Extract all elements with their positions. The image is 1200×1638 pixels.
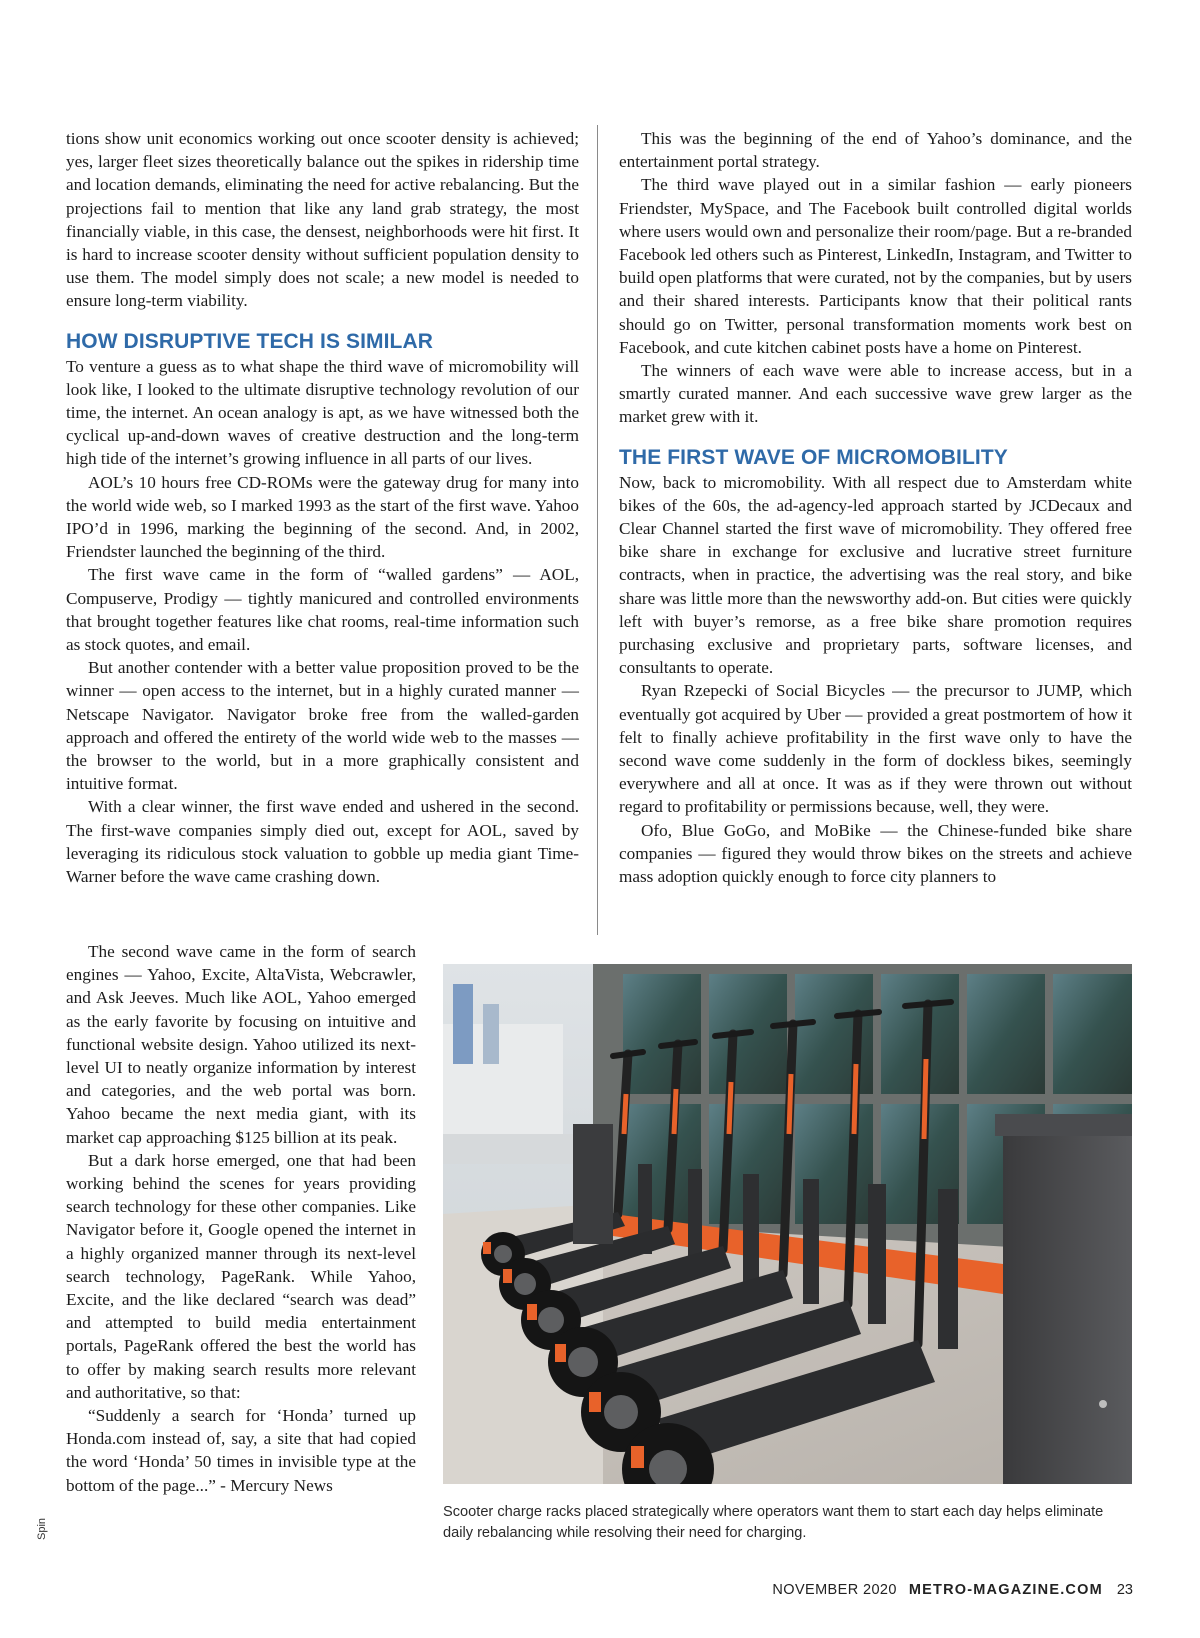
- body-paragraph: tions show unit economics working out once scooter density is achieved; yes, larger fleet sizes theoretically balance out the spikes in ridership time and location demands, eliminating the need for active rebalancing. But the projections fail to mention that like any land grab strategy, the most financially viable, in this case, the densest, neighborhoods were hit first. It is hard to increase scooter density without sufficient population density to use them. The model simply does not scale; a new model is needed to ensure long-term viability.: [66, 129, 579, 311]
- section-heading-first-wave: THE FIRST WAVE OF MICROMOBILITY: [619, 445, 1008, 469]
- body-paragraph: But a dark horse emerged, one that had been working behind the scenes for years providing search technology for these other companies. Like Navigator before it, Google opened the internet in a highly organized manner through its next-level search technology, PageRank. While Yahoo, Excite, and the like declared “search was dead” and attempted to build media entertainment portals, PageRank offered the best the world has to offer by making search results more relevant and authoritative, so that:: [66, 1150, 416, 1402]
- site-name: METRO-MAGAZINE.COM: [908, 1582, 1103, 1598]
- issue-date: NOVEMBER 2020: [772, 1582, 897, 1598]
- body-paragraph: AOL’s 10 hours free CD-ROMs were the gateway drug for many into the world wide web, so I marked 1993 as the start of the first wave. Yahoo IPO’d in 1996, marking the beginning of the second. And, in 2002, Friendster launched the beginning of the third.: [66, 472, 579, 562]
- photo-illustration: [443, 964, 1132, 1484]
- body-paragraph: Ryan Rzepecki of Social Bicycles — the precursor to JUMP, which eventually got acquired by Uber — provided a great postmortem of how it felt to finally achieve profitability in the first wave only to have the second wave come suddenly in the form of dockless bikes, seemingly everywhere and all at once. It was as if they were thrown out without regard to profitability or permissions because, well, they were.: [619, 681, 1132, 817]
- page-number: 23: [1116, 1582, 1133, 1598]
- left-column: [66, 127, 579, 888]
- page-footer: [772, 1582, 1133, 1598]
- body-paragraph: The first wave came in the form of “walled gardens” — AOL, Compuserve, Prodigy — tightly manicured and controlled environments that brought together features like chat rooms, real-time information such as stock quotes, and email.: [66, 565, 579, 655]
- body-paragraph: With a clear winner, the first wave ended and ushered in the second. The first-wave companies simply died out, except for AOL, saved by leveraging its ridiculous stock valuation to gobble up media giant Time-Warner before the wave came crashing down.: [66, 797, 579, 887]
- left-narrow-column: [66, 940, 416, 1497]
- body-paragraph: To venture a guess as to what shape the third wave of micromobility will look like, I looked to the ultimate disruptive technology revolution of our time, the internet. An ocean analogy is apt, as we have witnessed both the cyclical up-and-down waves of creative destruction and the long-term high tide of the internet’s growing influence in all parts of our lives.: [66, 356, 579, 469]
- body-paragraph: The third wave played out in a similar fashion — early pioneers Friendster, MySpace, and The Facebook built controlled digital worlds where users would own and personalize their room/page. But a re-branded Facebook led others such as Pinterest, LinkedIn, Instagram, and Twitter to build open platforms that were curated, not by the companies, but by users and their shared interests. Participants know that their political rants should go on Twitter, personal transformation moments work best on Facebook, and cute kitchen cabinet posts have a home on Pinterest.: [619, 175, 1132, 357]
- photo-caption: Scooter charge racks placed strategically where operators want them to start each day helps eliminate daily rebalancing while resolving their need for charging.: [443, 1504, 1104, 1541]
- pull-quote: “Suddenly a search for ‘Honda’ turned up Honda.com instead of, say, a site that had copied the word ‘Honda’ 50 times in invisible type at the bottom of the page...” - Mercury News: [66, 1406, 416, 1495]
- body-paragraph: This was the beginning of the end of Yahoo’s dominance, and the entertainment portal strategy.: [619, 129, 1132, 172]
- photo-credit: Spin: [36, 1517, 48, 1540]
- right-column: [619, 127, 1132, 888]
- column-divider: [597, 125, 598, 935]
- body-paragraph: But another contender with a better value proposition proved to be the winner — open access to the internet, but in a highly curated manner — Netscape Navigator. Navigator broke free from the walled-garden approach and offered the entirety of the world wide web to the masses — the browser to the world, but in a more graphically consistent and intuitive format.: [66, 658, 579, 794]
- body-paragraph: The second wave came in the form of search engines — Yahoo, Excite, AltaVista, Webcrawler, and Ask Jeeves. Much like AOL, Yahoo emerged as the early favorite by focusing on intuitive and functional website design. Yahoo utilized its next-level UI to neatly organize information by interest and categories, and the web portal was born. Yahoo became the next media giant, with its market cap approaching $125 billion at its peak.: [66, 942, 416, 1147]
- section-heading-disruptive-tech: HOW DISRUPTIVE TECH IS SIMILAR: [66, 329, 434, 353]
- body-paragraph: Ofo, Blue GoGo, and MoBike — the Chinese-funded bike share companies — figured they would throw bikes on the streets and achieve mass adoption quickly enough to force city planners to: [619, 820, 1132, 887]
- body-paragraph: The winners of each wave were able to increase access, but in a smartly curated manner. And each successive wave grew larger as the market grew with it.: [619, 361, 1132, 427]
- scooter-charging-rack-photo: [443, 964, 1132, 1484]
- body-paragraph: Now, back to micromobility. With all respect due to Amsterdam white bikes of the 60s, the ad-agency-led approach started by JCDecaux and Clear Channel started the first wave of micromobility. They offered free bike share in exchange for exclusive and lucrative street furniture contracts, when in practice, the advertising was the real story, and bike share was little more than the newsworthy add-on. But cities were quickly left with buyer’s remorse, as a free bike share promotion requires purchasing exclusive and proprietary parts, software licenses, and consultants to operate.: [619, 472, 1132, 678]
